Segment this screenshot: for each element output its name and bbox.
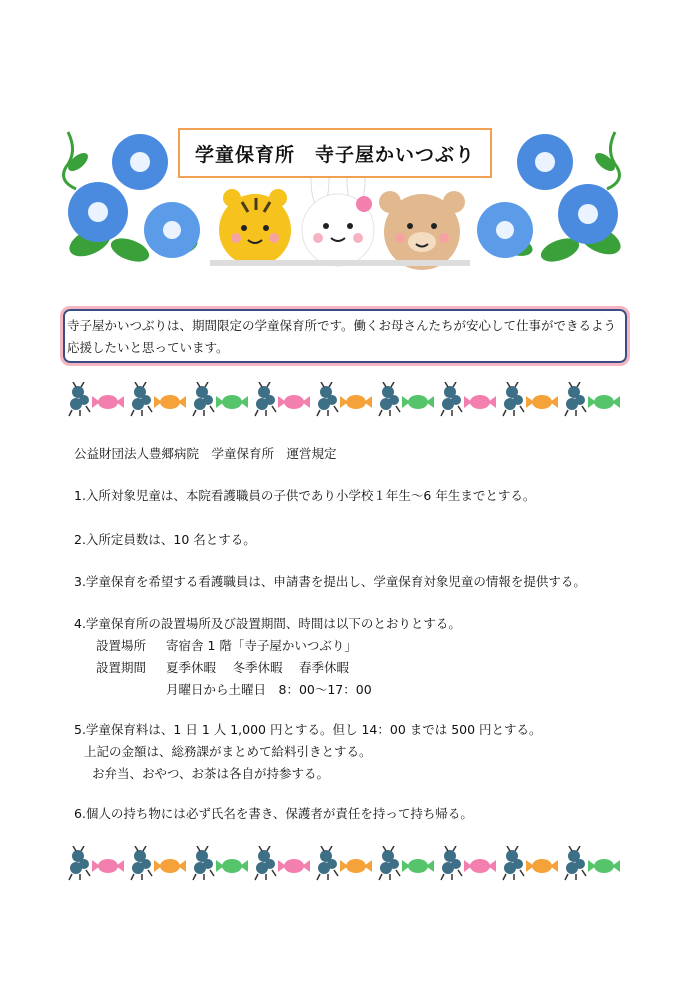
ant-candy-icon — [131, 846, 186, 880]
page-title: 学童保育所 寺子屋かいつぶり — [178, 128, 492, 178]
rule-4-hours: 月曜日から土曜日 8：00～17：00 — [166, 682, 372, 697]
ant-candy-border-top — [68, 382, 628, 418]
rule-4-period-value: 夏季休暇 冬季休暇 春季休暇 — [166, 660, 349, 675]
ant-candy-icon — [565, 382, 620, 416]
rule-5-sub-1: 上記の金額は、総務課がまとめて給料引きとする。 — [84, 744, 372, 759]
ant-candy-icon — [503, 846, 558, 880]
rule-5-sub-2: お弁当、おやつ、お茶は各自が持参する。 — [92, 766, 330, 781]
ant-candy-icon — [379, 846, 434, 880]
ant-candy-icon — [193, 382, 248, 416]
rule-4-place-label: 設置場所 — [96, 638, 147, 653]
ant-candy-icon — [131, 382, 186, 416]
intro-line-1: 寺子屋かいつぶりは、期間限定の学童保育所です。働くお母さんたちが安心して仕事ができるよう — [67, 318, 617, 333]
ant-candy-border-bottom — [68, 846, 628, 882]
ant-candy-icon — [503, 382, 558, 416]
ant-candy-icon — [69, 382, 124, 416]
ant-candy-icon — [69, 846, 124, 880]
rule-6: 6.個人の持ち物には必ず氏名を書き、保護者が責任を持って持ち帰る。 — [74, 806, 473, 821]
rule-4-place-value: 寄宿舎 1 階「寺子屋かいつぶり」 — [166, 638, 357, 653]
intro-box — [60, 306, 630, 366]
ant-candy-icon — [193, 846, 248, 880]
rule-4-period-label: 設置期間 — [96, 660, 147, 675]
rule-5: 5.学童保育料は、1 日 1 人 1,000 円とする。但し 14：00 までは 500 円とする。 — [74, 722, 542, 737]
ant-candy-icon — [317, 846, 372, 880]
ant-candy-icon — [379, 382, 434, 416]
ant-candy-icon — [255, 382, 310, 416]
rule-4: 4.学童保育所の設置場所及び設置期間、時間は以下のとおりとする。 — [74, 616, 461, 631]
rule-1: 1.入所対象児童は、本院看護職員の子供であり小学校１年生～6 年生までとする。 — [74, 488, 536, 503]
ant-candy-icon — [441, 846, 496, 880]
ant-candy-icon — [255, 846, 310, 880]
rule-2: 2.入所定員数は、10 名とする。 — [74, 532, 256, 547]
ant-candy-icon — [317, 382, 372, 416]
ant-candy-icon — [441, 382, 496, 416]
intro-line-2: 応援したいと思っています。 — [67, 340, 229, 355]
rules-heading: 公益財団法人豊郷病院 学童保育所 運営規定 — [74, 446, 337, 461]
ant-candy-icon — [565, 846, 620, 880]
rule-3: 3.学童保育を希望する看護職員は、申請書を提出し、学童保育対象児童の情報を提供する。 — [74, 574, 586, 589]
